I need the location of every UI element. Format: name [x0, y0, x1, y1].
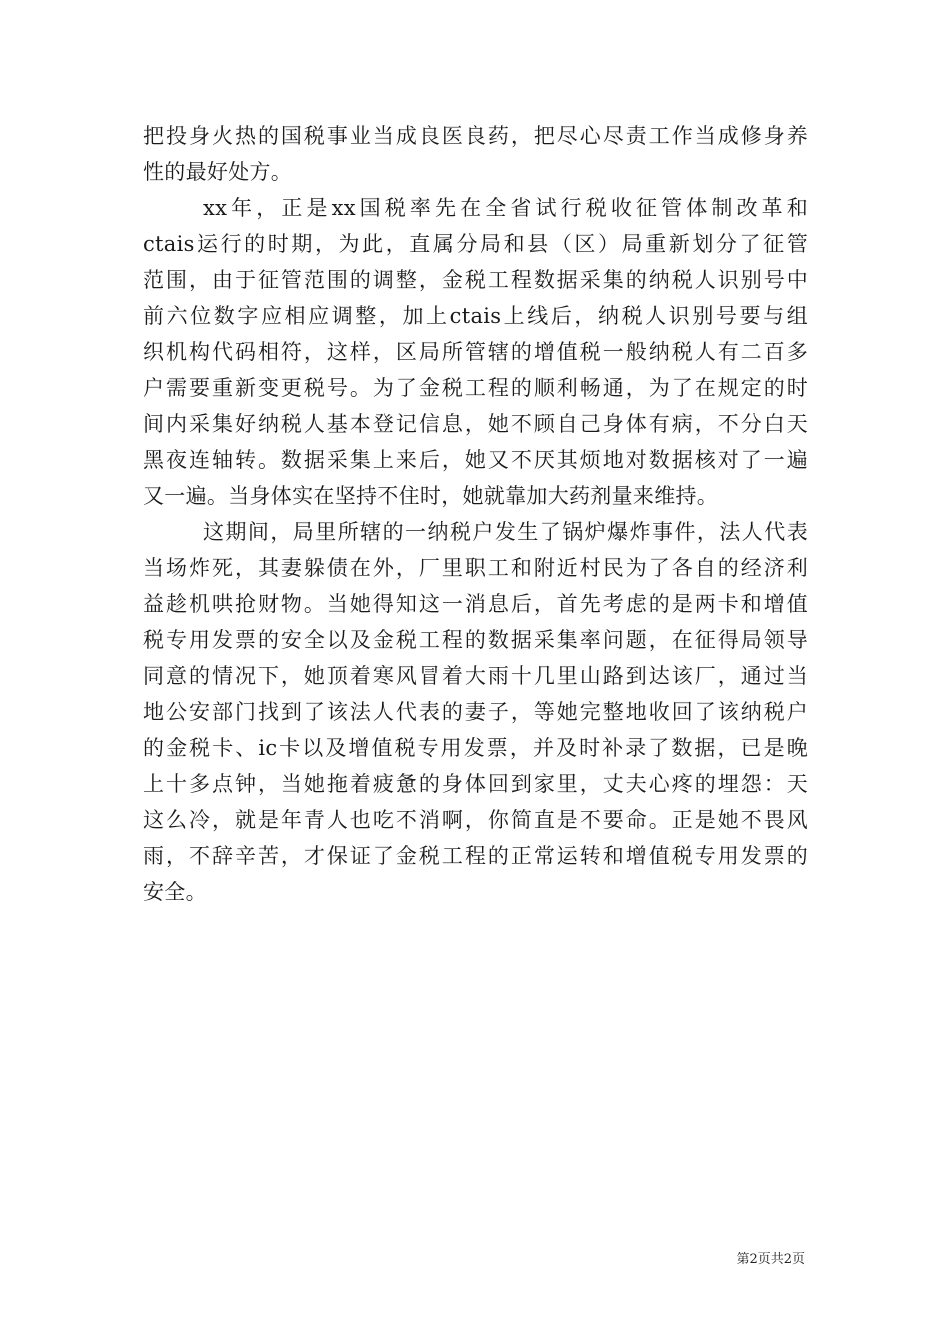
text-line: 的金税卡、ic卡以及增值税专用发票，并及时补录了数据，已是晚 — [143, 736, 808, 760]
text-line: 性的最好处方。 — [143, 160, 293, 184]
text-line: 黑夜连轴转。数据采集上来后，她又不厌其烦地对数据核对了一遍 — [143, 448, 808, 472]
text-line: 上十多点钟，当她拖着疲惫的身体回到家里，丈夫心疼的埋怨：天 — [143, 772, 808, 796]
text-line: 同意的情况下，她顶着寒风冒着大雨十几里山路到达该厂，通过当 — [143, 664, 808, 688]
text-line: 前六位数字应相应调整，加上ctais上线后，纳税人识别号要与组 — [143, 304, 808, 328]
page-number-footer: 第2页共2页 — [736, 1252, 805, 1267]
text-line: 安全。 — [143, 880, 207, 904]
text-line: 户需要重新变更税号。为了金税工程的顺利畅通，为了在规定的时 — [143, 376, 808, 400]
text-line: 把投身火热的国税事业当成良医良药，把尽心尽责工作当成修身养 — [143, 124, 808, 148]
text-line: 益趁机哄抢财物。当她得知这一消息后，首先考虑的是两卡和增值 — [143, 592, 808, 616]
text-line: 间内采集好纳税人基本登记信息，她不顾自己身体有病，不分白天 — [143, 412, 808, 436]
paragraph-3 — [143, 514, 808, 910]
text-line: 税专用发票的安全以及金税工程的数据采集率问题，在征得局领导 — [143, 628, 808, 652]
text-line: ctais运行的时期，为此，直属分局和县（区）局重新划分了征管 — [143, 232, 808, 256]
paragraph-1 — [143, 118, 808, 190]
text-line: xx年，正是xx国税率先在全省试行税收征管体制改革和 — [203, 196, 808, 220]
text-line: 范围，由于征管范围的调整，金税工程数据采集的纳税人识别号中 — [143, 268, 808, 292]
paragraph-2 — [143, 190, 808, 514]
text-line: 这期间，局里所辖的一纳税户发生了锅炉爆炸事件，法人代表 — [203, 520, 808, 544]
document-body — [143, 118, 808, 910]
text-line: 雨，不辞辛苦，才保证了金税工程的正常运转和增值税专用发票的 — [143, 844, 808, 868]
text-line: 当场炸死，其妻躲债在外，厂里职工和附近村民为了各自的经济利 — [143, 556, 808, 580]
text-line: 织机构代码相符，这样，区局所管辖的增值税一般纳税人有二百多 — [143, 340, 808, 364]
text-line: 这么冷，就是年青人也吃不消啊，你简直是不要命。正是她不畏风 — [143, 808, 808, 832]
text-line: 地公安部门找到了该法人代表的妻子，等她完整地收回了该纳税户 — [143, 700, 808, 724]
text-line: 又一遍。当身体实在坚持不住时，她就靠加大药剂量来维持。 — [143, 484, 719, 508]
